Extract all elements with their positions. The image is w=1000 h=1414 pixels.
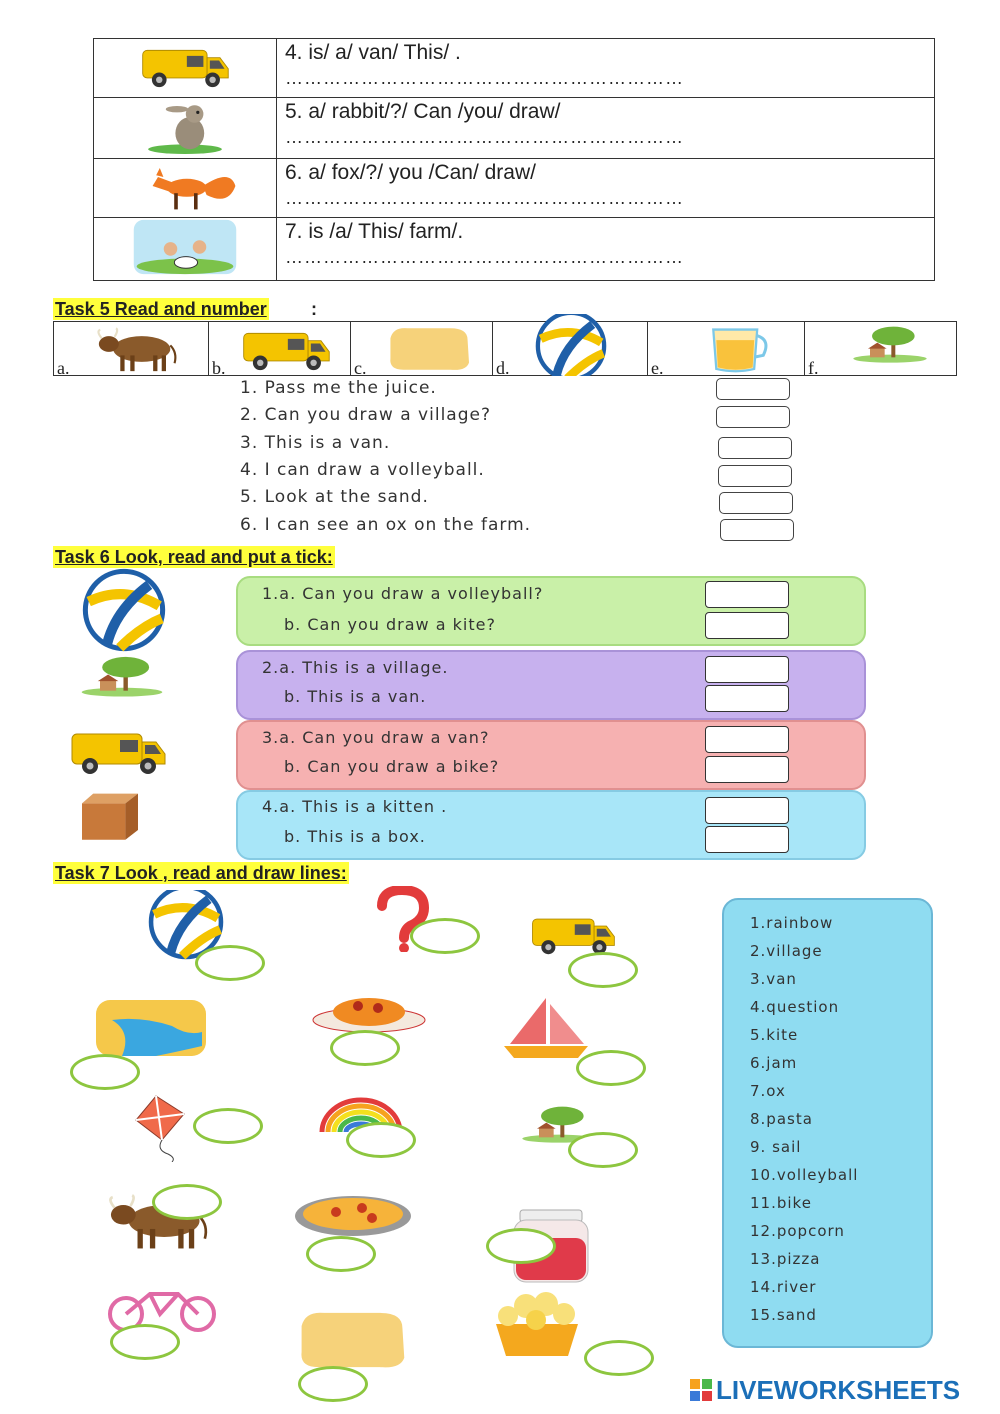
table-row (94, 98, 935, 159)
task5-sentence: 4. I can draw a volleyball. (240, 460, 485, 480)
answer-box[interactable] (718, 465, 792, 487)
answer-line[interactable]: ……………………………………………………… (285, 188, 684, 208)
tick-box[interactable] (705, 581, 789, 608)
tick-box[interactable] (705, 826, 789, 853)
liveworksheets-logo (690, 1375, 960, 1406)
task5-sentence: 1. Pass me the juice. (240, 378, 437, 398)
village-image (805, 322, 957, 378)
answer-line[interactable]: ……………………………………………………… (285, 68, 684, 88)
pizza-image (292, 1194, 414, 1238)
picture-label: f. (808, 358, 819, 378)
list-item: 7.ox (750, 1082, 786, 1100)
answer-circle[interactable] (70, 1054, 140, 1090)
answer-line[interactable]: ……………………………………………………… (285, 247, 684, 267)
list-item: 11.bike (750, 1194, 812, 1212)
tick-box[interactable] (705, 797, 789, 824)
list-item: 10.volleyball (750, 1166, 859, 1184)
answer-circle[interactable] (410, 918, 480, 954)
van-image (520, 912, 626, 956)
picture-label: b. (212, 358, 226, 378)
box-image (62, 788, 158, 844)
answer-box[interactable] (720, 519, 794, 541)
task7-heading: Task 7 Look , read and draw lines: (55, 863, 347, 883)
task5-picture-strip (53, 321, 957, 376)
task6-panel-3 (236, 720, 866, 790)
task6-panel-1 (236, 576, 866, 646)
list-item: 2.village (750, 942, 823, 960)
task5-sentence: 2. Can you draw a village? (240, 405, 491, 425)
list-item: 13.pizza (750, 1250, 821, 1268)
tick-box[interactable] (705, 756, 789, 783)
village-image (72, 654, 172, 698)
list-item: 3.van (750, 970, 797, 988)
sand-image (351, 322, 493, 378)
list-item: 6.jam (750, 1054, 798, 1072)
van-image (209, 322, 351, 378)
task4-item-5: 5. a/ rabbit/?/ Can /you/ draw/ (285, 100, 561, 123)
task5-sentence: 5. Look at the sand. (240, 487, 429, 507)
answer-box[interactable] (716, 378, 790, 400)
van-image (62, 726, 174, 776)
picture-label: d. (496, 358, 510, 378)
answer-circle[interactable] (346, 1122, 416, 1158)
table-row (94, 39, 935, 98)
list-item: 12.popcorn (750, 1222, 845, 1240)
answer-circle[interactable] (298, 1366, 368, 1402)
van-image (94, 39, 277, 98)
list-item: 5.kite (750, 1026, 799, 1044)
task5-heading-colon: : (311, 299, 317, 319)
fox-image (94, 159, 277, 218)
task5-sentence: 6. I can see an ox on the farm. (240, 515, 532, 535)
juice-image (648, 322, 805, 378)
task5-sentence: 3. This is a van. (240, 433, 391, 453)
answer-line[interactable]: ……………………………………………………… (285, 127, 684, 147)
answer-box[interactable] (719, 492, 793, 514)
task4-item-7: 7. is /a/ This/ farm/. (285, 220, 464, 243)
option-b: b. This is a box. (284, 827, 426, 846)
list-item: 14.river (750, 1278, 817, 1296)
river-image (92, 996, 210, 1060)
list-item: 8.pasta (750, 1110, 813, 1128)
option-a: 4.a. This is a kitten . (262, 797, 448, 816)
picture-label: c. (354, 358, 367, 378)
list-item: 1.rainbow (750, 914, 834, 932)
answer-circle[interactable] (584, 1340, 654, 1376)
answer-circle[interactable] (110, 1324, 180, 1360)
list-item: 9. sail (750, 1138, 802, 1156)
answer-box[interactable] (718, 437, 792, 459)
tick-box[interactable] (705, 685, 789, 712)
option-b: b. Can you draw a bike? (284, 757, 500, 776)
answer-circle[interactable] (193, 1108, 263, 1144)
picture-label: e. (651, 358, 664, 378)
sail-image (500, 994, 592, 1060)
task5-heading: Task 5 Read and number (55, 299, 267, 319)
table-row (94, 159, 935, 218)
volleyball-image (62, 568, 188, 652)
answer-circle[interactable] (195, 945, 265, 981)
sand-image (296, 1304, 408, 1376)
tick-box[interactable] (705, 726, 789, 753)
task6-heading: Task 6 Look, read and put a tick: (55, 547, 333, 567)
task6-panel-4 (236, 790, 866, 860)
task6-panel-2 (236, 650, 866, 720)
picture-label: a. (57, 358, 70, 378)
answer-box[interactable] (716, 406, 790, 428)
kite-image (126, 1092, 196, 1162)
answer-circle[interactable] (330, 1030, 400, 1066)
option-a: 2.a. This is a village. (262, 658, 449, 677)
task4-item-6: 6. a/ fox/?/ you /Can/ draw/ (285, 161, 536, 184)
task7-word-list (722, 898, 933, 1348)
list-item: 4.question (750, 998, 840, 1016)
tick-box[interactable] (705, 656, 789, 683)
list-item: 15.sand (750, 1306, 817, 1324)
ox-image (54, 322, 209, 378)
tick-box[interactable] (705, 612, 789, 639)
answer-circle[interactable] (576, 1050, 646, 1086)
option-a: 3.a. Can you draw a van? (262, 728, 490, 747)
pasta-image (308, 990, 430, 1034)
rabbit-image (94, 98, 277, 159)
answer-circle[interactable] (568, 952, 638, 988)
option-b: b. Can you draw a kite? (284, 615, 496, 634)
farm-image (94, 218, 277, 281)
task4-table (93, 38, 935, 281)
answer-circle[interactable] (152, 1184, 222, 1220)
answer-circle[interactable] (568, 1132, 638, 1168)
option-a: 1.a. Can you draw a volleyball? (262, 584, 544, 603)
table-row (94, 218, 935, 281)
popcorn-image (484, 1290, 590, 1362)
option-b: b. This is a van. (284, 687, 427, 706)
logo-icon (690, 1379, 712, 1401)
answer-circle[interactable] (306, 1236, 376, 1272)
volleyball-image (493, 322, 648, 378)
task4-item-4: 4. is/ a/ van/ This/ . (285, 41, 461, 64)
logo-text: LIVEWORKSHEETS (716, 1375, 961, 1405)
answer-circle[interactable] (486, 1228, 556, 1264)
